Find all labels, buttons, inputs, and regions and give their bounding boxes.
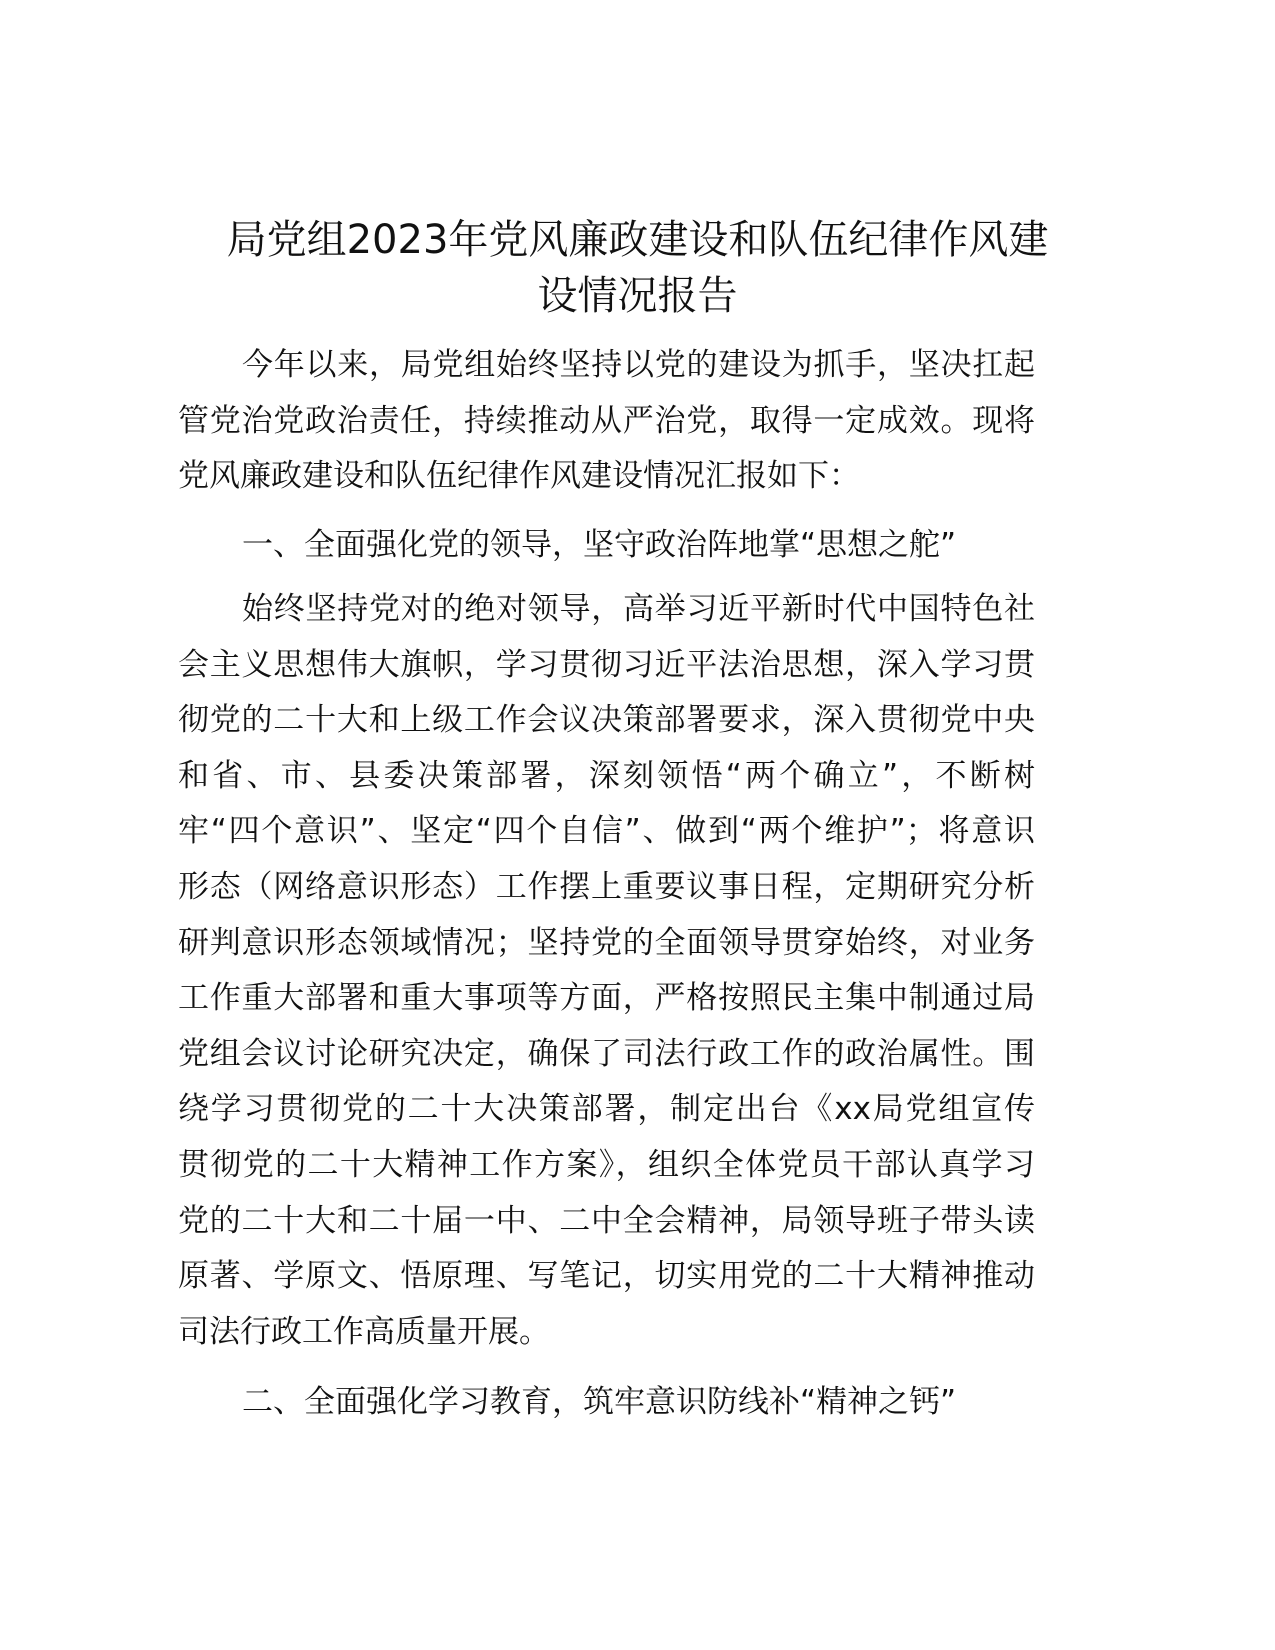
paragraph-line: 形态（网络意识形态）工作摆上重要议事日程，定期研究分析	[178, 868, 1035, 905]
title-line-1: 局党组2023年党风廉政建设和队伍纪律作风建	[226, 217, 1049, 263]
paragraph-line: 会主义思想伟大旗帜，学习贯彻习近平法治思想，深入学习贯	[178, 646, 1035, 683]
document-title	[160, 212, 1115, 324]
paragraph-line: 管党治党政治责任，持续推动从严治党，取得一定成效。现将	[178, 402, 1035, 439]
heading-text: 一、全面强化党的领导，坚守政治阵地掌“思想之舵”	[242, 527, 957, 563]
paragraph-line: 研判意识形态领域情况；坚持党的全面领导贯穿始终，对业务	[178, 924, 1035, 961]
heading-text: 二、全面强化学习教育，筑牢意识防线补“精神之钙”	[242, 1384, 957, 1420]
paragraph-line: 原著、学原文、悟原理、写笔记，切实用党的二十大精神推动	[178, 1258, 1035, 1295]
paragraph-line: 工作重大部署和重大事项等方面，严格按照民主集中制通过局	[178, 980, 1035, 1017]
paragraph-line: 彻党的二十大和上级工作会议决策部署要求，深入贯彻党中央	[178, 702, 1035, 739]
paragraph-line: 贯彻党的二十大精神工作方案》，组织全体党员干部认真学习	[178, 1146, 1035, 1183]
paragraph-line: 绕学习贯彻党的二十大决策部署，制定出台《xx局党组宣传	[178, 1091, 1035, 1128]
section-1-paragraph	[178, 582, 1035, 1360]
paragraph-line: 今年以来，局党组始终坚持以党的建设为抓手，坚决扛起	[242, 347, 1035, 383]
section-1-heading	[178, 518, 1035, 574]
intro-paragraph	[178, 338, 1035, 505]
paragraph-line: 党风廉政建设和队伍纪律作风建设情况汇报如下：	[178, 458, 860, 495]
paragraph-line: 和省、市、县委决策部署，深刻领悟“两个确立”，不断树	[178, 757, 1035, 794]
paragraph-line: 司法行政工作高质量开展。	[178, 1313, 550, 1350]
paragraph-line: 始终坚持党对的绝对领导，高举习近平新时代中国特色社	[242, 591, 1035, 627]
paragraph-line: 党组会议讨论研究决定，确保了司法行政工作的政治属性。围	[178, 1035, 1035, 1072]
section-2-heading	[178, 1375, 1035, 1431]
paragraph-line: 党的二十大和二十届一中、二中全会精神，局领导班子带头读	[178, 1202, 1035, 1239]
title-line-2: 设情况报告	[537, 273, 738, 319]
paragraph-line: 牢“四个意识”、坚定“四个自信”、做到“两个维护”；将意识	[178, 813, 1035, 850]
